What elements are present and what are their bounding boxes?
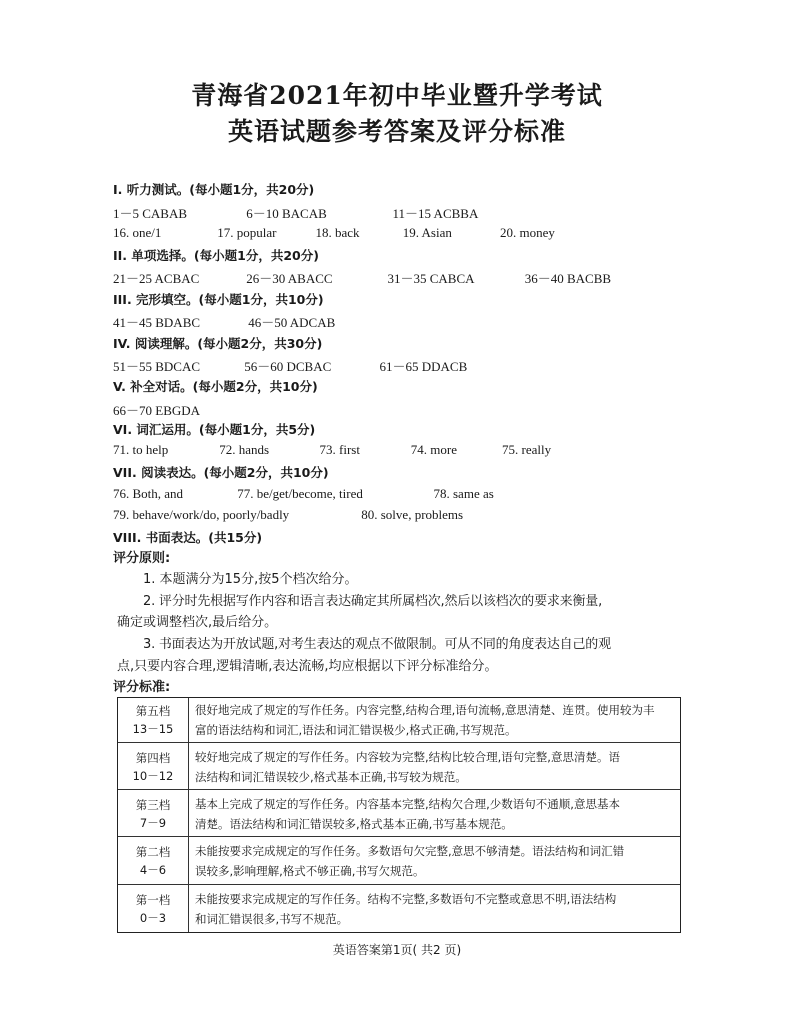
rubric-level-name: 第四档 xyxy=(135,750,171,765)
document-subtitle: 英语试题参考答案及评分标准 xyxy=(227,117,566,146)
rubric-text: 法结构和词汇错误较少,格式基本正确,书写较为规范。 xyxy=(195,769,467,784)
section-header-reading-expression: VII. 阅读表达。(每小题2分，共10分) xyxy=(113,465,329,480)
rubric-level-name: 第三档 xyxy=(135,797,171,812)
rubric-text: 未能按要求完成规定的写作任务。结构不完整,多数语句不完整或意思不明,语法结构 xyxy=(195,891,617,906)
answer-row xyxy=(113,225,555,241)
rubric-text: 较好地完成了规定的写作任务。内容较为完整,结构比较合理,语句完整,意思清楚。语 xyxy=(195,749,620,764)
section-header-vocabulary: VI. 词汇运用。(每小题1分，共5分) xyxy=(113,422,316,437)
answer-group: 1－5 CABAB xyxy=(113,206,188,221)
rubric-level-name: 第五档 xyxy=(135,704,171,718)
answer-item: 76. Both, and xyxy=(113,486,184,501)
section-header-reading: IV. 阅读理解。(每小题2分，共30分) xyxy=(113,336,323,351)
answer-item: 77. be/get/become, tired xyxy=(237,486,363,501)
answer-item: 71. to help xyxy=(113,442,169,457)
document-title: 青海省2021年初中毕业暨升学考试 xyxy=(191,81,603,110)
answer-group: 21－25 ACBAC xyxy=(113,271,200,286)
rubric-text: 基本上完成了规定的写作任务。内容基本完整,结构欠合理,少数语句不通顺,意思基本 xyxy=(195,796,620,811)
rubric-description xyxy=(195,885,674,932)
answer-item: 20. money xyxy=(500,225,555,240)
answer-row xyxy=(113,400,200,419)
answer-row xyxy=(113,356,467,375)
principle-item: 1. 本题满分为15分,按5个档次给分。 xyxy=(143,572,358,587)
answer-item: 73. first xyxy=(319,442,360,457)
answer-group: 36－40 BACBB xyxy=(524,271,612,286)
answer-row xyxy=(113,312,335,331)
rubric-text: 富的语法结构和词汇,语法和词汇错误极少,格式正确,书写规范。 xyxy=(195,723,517,737)
rubric-level-name: 第二档 xyxy=(135,845,171,859)
rubric-text: 很好地完成了规定的写作任务。内容完整,结构合理,语句流畅,意思清楚、连贯。使用较为丰 xyxy=(195,703,655,717)
rubric-level xyxy=(118,743,189,790)
rubric-level xyxy=(118,698,189,742)
rubric-description xyxy=(195,790,674,837)
answer-item: 72. hands xyxy=(219,442,270,457)
rubric-description xyxy=(195,698,674,742)
answer-row xyxy=(113,486,494,502)
rubric-row xyxy=(118,836,680,885)
rubric-text: 误较多,影响理解,格式不够正确,书写欠规范。 xyxy=(195,864,425,878)
rubric-score-range: 13－15 xyxy=(132,722,174,736)
rubric-row xyxy=(118,789,680,837)
answer-row xyxy=(113,268,611,287)
answer-group: 66－70 EBGDA xyxy=(113,403,201,418)
section-header-multiple-choice: II. 单项选择。(每小题1分，共20分) xyxy=(113,248,319,263)
rubric-text: 未能按要求完成规定的写作任务。多数语句欠完整,意思不够清楚。语法结构和词汇错 xyxy=(195,844,625,858)
criteria-heading: 评分标准: xyxy=(113,680,171,695)
answer-item: 79. behave/work/do, poorly/badly xyxy=(113,507,290,522)
rubric-description xyxy=(195,837,674,885)
principle-item-continued: 点,只要内容合理,逻辑清晰,表达流畅,均应根据以下评分标准给分。 xyxy=(117,659,498,674)
answer-group: 41－45 BDABC xyxy=(113,315,201,330)
answer-group: 61－65 DDACB xyxy=(379,359,468,374)
answer-item: 78. same as xyxy=(433,486,494,501)
answer-item: 18. back xyxy=(315,225,360,240)
principle-item: 3. 书面表达为开放试题,对考生表达的观点不做限制。可从不同的角度表达自己的观 xyxy=(143,637,611,652)
answer-group: 26－30 ABACC xyxy=(246,271,333,286)
rubric-level xyxy=(118,885,189,932)
answer-group: 11－15 ACBBA xyxy=(392,206,479,221)
rubric-row xyxy=(118,698,680,742)
rubric-level xyxy=(118,790,189,837)
answer-item: 80. solve, problems xyxy=(361,507,464,522)
rubric-score-range: 10－12 xyxy=(132,768,174,783)
rubric-text: 和词汇错误很多,书写不规范。 xyxy=(195,911,349,926)
page-footer: 英语答案第1页( 共2 页) xyxy=(332,943,462,957)
section-header-listening: I. 听力测试。(每小题1分，共20分) xyxy=(113,182,315,197)
answer-row xyxy=(113,442,551,458)
answer-item: 75. really xyxy=(502,442,552,457)
answer-group: 56－60 DCBAC xyxy=(244,359,332,374)
section-header-cloze: III. 完形填空。(每小题1分，共10分) xyxy=(113,292,324,307)
answer-row xyxy=(113,203,478,222)
rubric-row xyxy=(118,742,680,790)
principles-heading: 评分原则: xyxy=(113,551,171,566)
answer-row xyxy=(113,507,463,523)
rubric-level xyxy=(118,837,189,885)
rubric-row xyxy=(118,884,680,932)
principle-item-continued: 确定或调整档次,最后给分。 xyxy=(117,615,278,630)
answer-group: 51－55 BDCAC xyxy=(113,359,201,374)
section-header-dialogue: V. 补全对话。(每小题2分，共10分) xyxy=(113,379,318,394)
answer-item: 16. one/1 xyxy=(113,225,162,240)
answer-item: 74. more xyxy=(410,442,457,457)
answer-item: 17. popular xyxy=(217,225,277,240)
rubric-text: 清楚。语法结构和词汇错误较多,格式基本正确,书写基本规范。 xyxy=(195,816,513,831)
answer-group: 46－50 ADCAB xyxy=(248,315,336,330)
rubric-score-range: 0－3 xyxy=(139,910,167,925)
rubric-description xyxy=(195,743,674,790)
section-header-writing: VIII. 书面表达。(共15分) xyxy=(113,530,263,545)
rubric-level-name: 第一档 xyxy=(135,892,171,907)
rubric-score-range: 4－6 xyxy=(139,863,167,877)
principle-item: 2. 评分时先根据写作内容和语言表达确定其所属档次,然后以该档次的要求来衡量, xyxy=(143,594,603,609)
answer-group: 6－10 BACAB xyxy=(246,206,327,221)
scoring-rubric-table xyxy=(117,697,681,933)
answer-item: 19. Asian xyxy=(402,225,452,240)
rubric-score-range: 7－9 xyxy=(139,815,167,830)
answer-group: 31－35 CABCA xyxy=(387,271,475,286)
